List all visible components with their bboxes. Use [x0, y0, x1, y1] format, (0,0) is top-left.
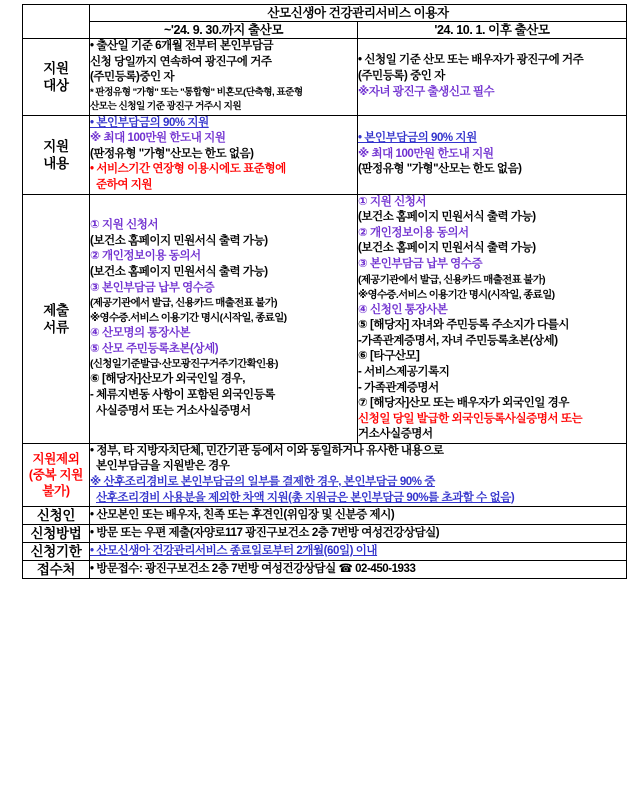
table-row — [23, 443, 627, 506]
row-label-line: 내용 — [43, 155, 69, 171]
text-line: 신청 당일까지 연속하여 광진구에 거주 — [90, 55, 272, 68]
text-line-highlight: • 본인부담금의 90% 지원 — [90, 116, 209, 129]
text-line: (판정유형 "가형"산모는 한도 없음) — [358, 163, 522, 176]
table-header-row-main — [23, 5, 627, 22]
document-item: ⑦ [해당자]산모 또는 배우자가 외국인일 경우 — [358, 397, 569, 410]
document-note: 사실증명서 또는 거소사실증명서 — [96, 404, 251, 417]
table-header-row-sub — [23, 22, 627, 39]
text-line-note: ※ 최대 100만원 한도내 지원 — [90, 132, 226, 145]
document-note: 거소사실증명서 — [358, 428, 433, 441]
document-note: - 가족관계증명서 — [358, 381, 439, 394]
document-item: ⑤ 산모 주민등록초본(상세) — [90, 342, 219, 355]
document-note: ※영수증.서비스 이용기간 명시(시작일, 종료일) — [90, 313, 287, 325]
row-label-line: 불가) — [42, 484, 70, 499]
text-line: • 출산일 기준 6개월 전부터 본인부담금 — [90, 40, 274, 52]
text-line: • 신청일 기준 산모 또는 배우자가 광진구에 거주 — [358, 54, 584, 67]
text-line: • 방문접수: 광진구보건소 2층 7번방 여성건강상담실 ☎ 02-450-1933 — [90, 562, 416, 575]
text-line-note: ※ 최대 100만원 한도내 지원 — [358, 147, 494, 160]
text-line-note: ※자녀 광진구 출생신고 필수 — [358, 85, 495, 98]
table-row — [23, 543, 627, 561]
table-row — [23, 525, 627, 543]
row-label-line: 지원제외 — [32, 452, 80, 467]
text-line-footnote: * 판정유형 "가형" 또는 "통합형" 비혼모(단축형, 표준형 — [90, 86, 303, 98]
document-note: (보건소 홈페이지 민원서식 출력 가능) — [90, 234, 268, 247]
row-label-line: 대상 — [43, 77, 69, 93]
row-label-support-content — [23, 115, 90, 194]
text-line-warning: 준하여 지원 — [96, 178, 153, 191]
document-warning: 신청일 당일 발급한 외국인등록사실증명서 또는 — [358, 412, 583, 425]
support-content-col-b — [358, 115, 627, 194]
document-item: ③ 본인부담금 납부 영수증 — [90, 281, 215, 294]
document-item: ① 지원 신청서 — [358, 195, 427, 208]
text-line-highlight: • 본인부담금의 90% 지원 — [358, 132, 477, 145]
document-item: ⑥ [타구산모] — [358, 350, 420, 363]
application-method-content — [90, 525, 627, 543]
table-row — [23, 507, 627, 525]
row-label-line: 서류 — [43, 319, 69, 335]
text-line: • 정부, 타 지방자치단체, 민간기관 등에서 이와 동일하거나 유사한 내용으로 — [90, 444, 444, 457]
document-note: (보건소 홈페이지 민원서식 출력 가능) — [358, 242, 536, 255]
header-column-a: ~'24. 9. 30.까지 출산모 — [90, 22, 358, 39]
document-note: -가족관계증명서, 자녀 주민등록초본(상세) — [358, 334, 558, 347]
text-line-highlight: ※ 산후조리경비로 본인부담금의 일부를 결제한 경우, 본인부담금 90% 중 — [90, 476, 435, 489]
row-label-applicant: 신청인 — [23, 507, 90, 525]
document-note: ※영수증.서비스 이용기간 명시(시작일, 종료일) — [358, 289, 555, 301]
document-note: (신청일기준발급·산모광진구거주기간확인용) — [90, 359, 278, 371]
header-column-b: '24. 10. 1. 이후 출산모 — [358, 22, 627, 39]
text-line: • 방문 또는 우편 제출(자양로117 광진구보건소 2층 7번방 여성건강상담실) — [90, 526, 440, 539]
table-row — [23, 39, 627, 116]
row-label-line: 지원 — [43, 138, 69, 154]
document-item: ④ 산모명의 통장사본 — [90, 327, 191, 340]
text-line: • 산모본인 또는 배우자, 친족 또는 후견인(위임장 및 신분증 제시) — [90, 508, 395, 521]
support-service-table — [22, 4, 627, 579]
table-row — [23, 194, 627, 443]
reception-office-content — [90, 561, 627, 579]
support-target-col-b — [358, 39, 627, 116]
support-target-col-a — [90, 39, 358, 116]
text-line: (주민등록) 중인 자 — [358, 70, 445, 82]
text-line-footnote: 산모는 신청일 기준 광진구 거주시 지원 — [90, 101, 242, 113]
table-row — [23, 561, 627, 579]
document-note: (제공기관에서 발급, 신용카드 매출전표 불가) — [90, 298, 278, 310]
header-corner-blank — [23, 5, 90, 39]
document-note: (보건소 홈페이지 민원서식 출력 가능) — [358, 211, 536, 224]
document-item: ⑥ [해당자]산모가 외국인일 경우, — [90, 373, 245, 386]
applicant-content — [90, 507, 627, 525]
row-label-application-deadline: 신청기한 — [23, 543, 90, 561]
required-documents-col-a — [90, 194, 358, 443]
document-note: (보건소 홈페이지 민원서식 출력 가능) — [90, 266, 268, 279]
exclusion-content — [90, 443, 627, 506]
row-label-reception-office: 접수처 — [23, 561, 90, 579]
row-label-line: (중복 지원 — [28, 468, 84, 483]
row-label-line: 지원 — [43, 60, 69, 76]
document-item: ③ 본인부담금 납부 영수증 — [358, 257, 483, 270]
row-label-application-method: 신청방법 — [23, 525, 90, 543]
document-note: - 서비스제공기록지 — [358, 365, 450, 378]
application-deadline-content — [90, 543, 627, 561]
row-label-line: 제출 — [43, 302, 69, 318]
document-item: ① 지원 신청서 — [90, 219, 159, 232]
text-line-highlight: • 산모신생아 건강관리서비스 종료일로부터 2개월(60일) 이내 — [90, 544, 378, 557]
text-line: 본인부담금을 지원받은 경우 — [96, 460, 230, 473]
document-item: ⑤ [해당자] 자녀와 주민등록 주소지가 다를시 — [358, 319, 569, 332]
document-item: ④ 신청인 통장사본 — [358, 303, 448, 316]
header-main-title: 산모신생아 건강관리서비스 이용자 — [90, 5, 627, 22]
text-line-highlight: 산후조리경비 사용분을 제외한 차액 지원(총 지원금은 본인부담금 90%를 초과할 수 없음) — [96, 491, 515, 504]
document-note: (제공기관에서 발급, 신용카드 매출전표 불가) — [358, 274, 546, 286]
text-line: (판정유형 "가형"산모는 한도 없음) — [90, 147, 254, 160]
required-documents-col-b — [358, 194, 627, 443]
text-line-warning: • 서비스기간 연장형 이용시에도 표준형에 — [90, 163, 286, 176]
text-line: (주민등록)중인 자 — [90, 71, 175, 84]
row-label-support-target — [23, 39, 90, 116]
support-content-col-a — [90, 115, 358, 194]
document-item: ② 개인정보이용 동의서 — [90, 250, 201, 263]
document-item: ② 개인정보이용 동의서 — [358, 226, 469, 239]
row-label-required-documents — [23, 194, 90, 443]
table-row — [23, 115, 627, 194]
document-note: - 체류지변동 사항이 포함된 외국인등록 — [90, 389, 275, 401]
row-label-exclusion — [23, 443, 90, 506]
